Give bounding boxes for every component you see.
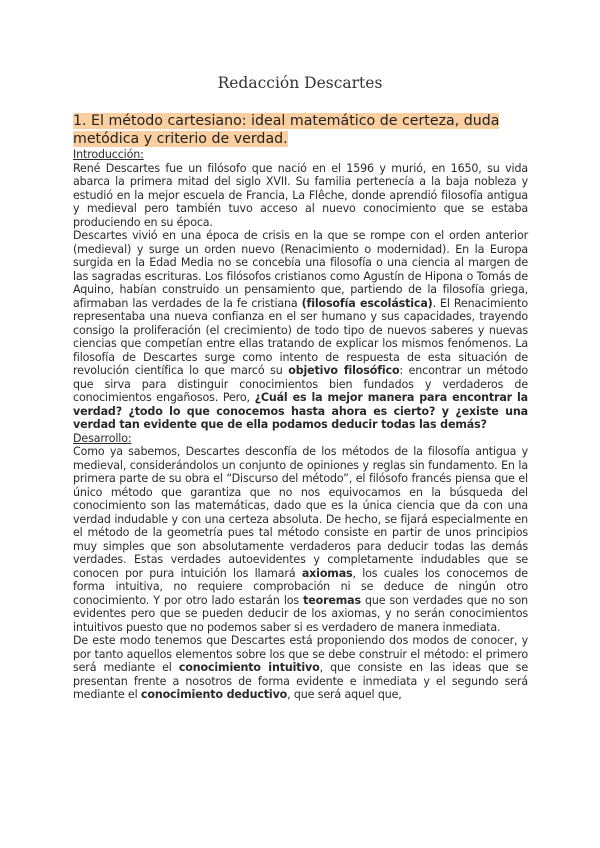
dev-paragraph-1: Como ya sabemos, Descartes desconfía de los métodos de la filosofía antigua y medieval, considerándolos un conjunto de opiniones y reglas sin fundamento. En la primera parte de su obra el “Discurso del método”, el filósofo francés piensa que el único método que garantiza que no nos equivocamos en la búsqueda del conocimiento son las matemáticas, dado que es la única ciencia que da con una verdad indudable y con una certeza absoluta. De hecho, se fijará especialmente en el método de la geometría pues tal método consiste en partir de unos principios muy simples que son absolutamente verdaderos para deducir todas las demás verdades. Estas verdades autoevidentes y completamente indudables que se conocen por pura intuición los llamará axiomas, los cuales los conocemos de forma intuitiva, no requiere comprobación ni se deduce de ningún otro conocimiento. Y por otro lado estarán los teoremas que son verdades que no son evidentes pero que se pueden deducir de los axiomas, y no serán conocimientos intuitivos puesto que no podemos saber si es verdadero de manera inmediata.: [73, 445, 529, 634]
intro-paragraph-1: René Descartes fue un filósofo que nació en el 1596 y murió, en 1650, su vida abarca la primera mitad del siglo XVII. Su familia pertenecía a la baja nobleza y estudió en la mejor escuela de Francia, La Flêche, donde aprendió filosofía antigua y medieval pero también tuvo acceso al nuevo conocimiento que se estaba produciendo en su época.: [73, 161, 528, 229]
document-title: Redacción Descartes: [217, 74, 383, 92]
intuitivo-term: conocimiento intuitivo: [178, 661, 320, 674]
development-label: Desarrollo:: [73, 431, 132, 445]
dev-paragraph-2: De este modo tenemos que Descartes está proponiendo dos modos de conocer, y por tanto aquellos elementos sobre los que se debe construir el método: el primero será mediante el conocimiento intuitivo, que consiste en las ideas que se presentan frente a nosotros de forma evidente e inmediata y el segundo será mediante el conocimiento deductivo, que será aquel que,: [73, 634, 528, 701]
objetivo-term: objetivo filosófico: [288, 364, 400, 377]
document-body: [73, 148, 528, 702]
axiomas-term: axiomas: [301, 566, 353, 580]
teoremas-term: teoremas: [303, 593, 361, 607]
intro-paragraph-2: Descartes vivió en una época de crisis en la que se rompe con el orden anterior (medieval) y surge un orden nuevo (Renacimiento o modernidad). En la Europa surgida en la Edad Media no se concebía una filosofía o una ciencia al margen de las sagradas escrituras. Los filósofos cristianos como Agustín de Hipona o Tomás de Aquino, habían construido un pensamiento que, partiendo de la filosofía griega, afirmaban las verdades de la fe cristiana (filosofía escolástica). El Renacimiento representaba una nueva confianza en el ser humano y sus capacidades, trayendo consigo la proliferación (el crecimiento) de todo tipo de nuevos saberes y nuevas ciencias que competían entre ellas tratando de explicar los mismos fenómenos. La filosofía de Descartes surge como intento de respuesta de esta situación de revolución científica lo que marcó su objetivo filosófico: encontrar un método que sirva para distinguir conocimientos bien fundados y verdaderos de conocimientos engañosos. Pero, ¿Cuál es la mejor manera para encontrar la verdad? ¿todo lo que conocemos hasta ahora es cierto? y ¿existe una verdad tan evidente que de ella podamos deducir todas las demás?: [73, 229, 528, 431]
deductivo-term: conocimiento deductivo: [140, 688, 288, 701]
key-questions: ¿Cuál es la mejor manera para encontrar la verdad? ¿todo lo que conocemos hasta ahora es cierto? y ¿existe una verdad tan evidente que de ella podamos deducir todas las demás?: [73, 391, 528, 431]
heading-line-1: 1. El método cartesiano: ideal matemático de certeza, duda: [73, 113, 500, 129]
heading-line-2: metódica y criterio de verdad.: [73, 131, 288, 147]
introduction-label: Introducción:: [73, 148, 144, 161]
escolastica-term: (filosofía escolástica): [301, 296, 433, 310]
section-heading: [73, 112, 528, 148]
